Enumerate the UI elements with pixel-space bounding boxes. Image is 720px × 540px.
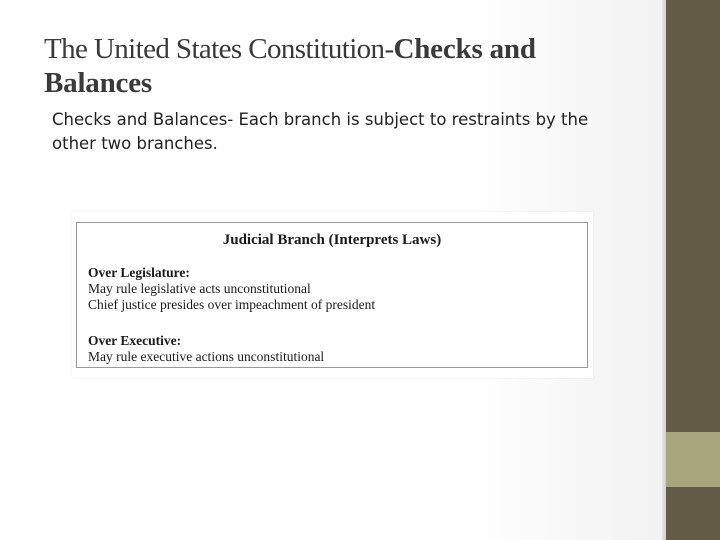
slide-title-part2: Checks and Balances bbox=[44, 33, 536, 99]
sidebar-bar-accent bbox=[666, 432, 720, 487]
group-over-executive bbox=[88, 333, 324, 365]
slide-title-part1: The United States Constitution- bbox=[44, 33, 394, 65]
table-heading: Judicial Branch (Interprets Laws) bbox=[222, 232, 442, 248]
list-item: May rule executive actions unconstitutional bbox=[88, 349, 325, 364]
group-heading: Over Executive: bbox=[88, 333, 182, 348]
list-item: Chief justice presides over impeachment of president bbox=[88, 297, 376, 312]
slide-title bbox=[44, 32, 644, 100]
sidebar-bar-top bbox=[666, 0, 720, 432]
group-over-legislature bbox=[88, 265, 375, 313]
judicial-branch-figure bbox=[72, 212, 593, 378]
slide-body-text: Checks and Balances- Each branch is subject to restraints by the other two branches. bbox=[52, 110, 589, 153]
sidebar-bar-bottom bbox=[666, 487, 720, 540]
list-item: May rule legislative acts unconstitutional bbox=[88, 281, 311, 296]
group-heading: Over Legislature: bbox=[88, 265, 190, 280]
judicial-branch-table bbox=[76, 222, 588, 368]
